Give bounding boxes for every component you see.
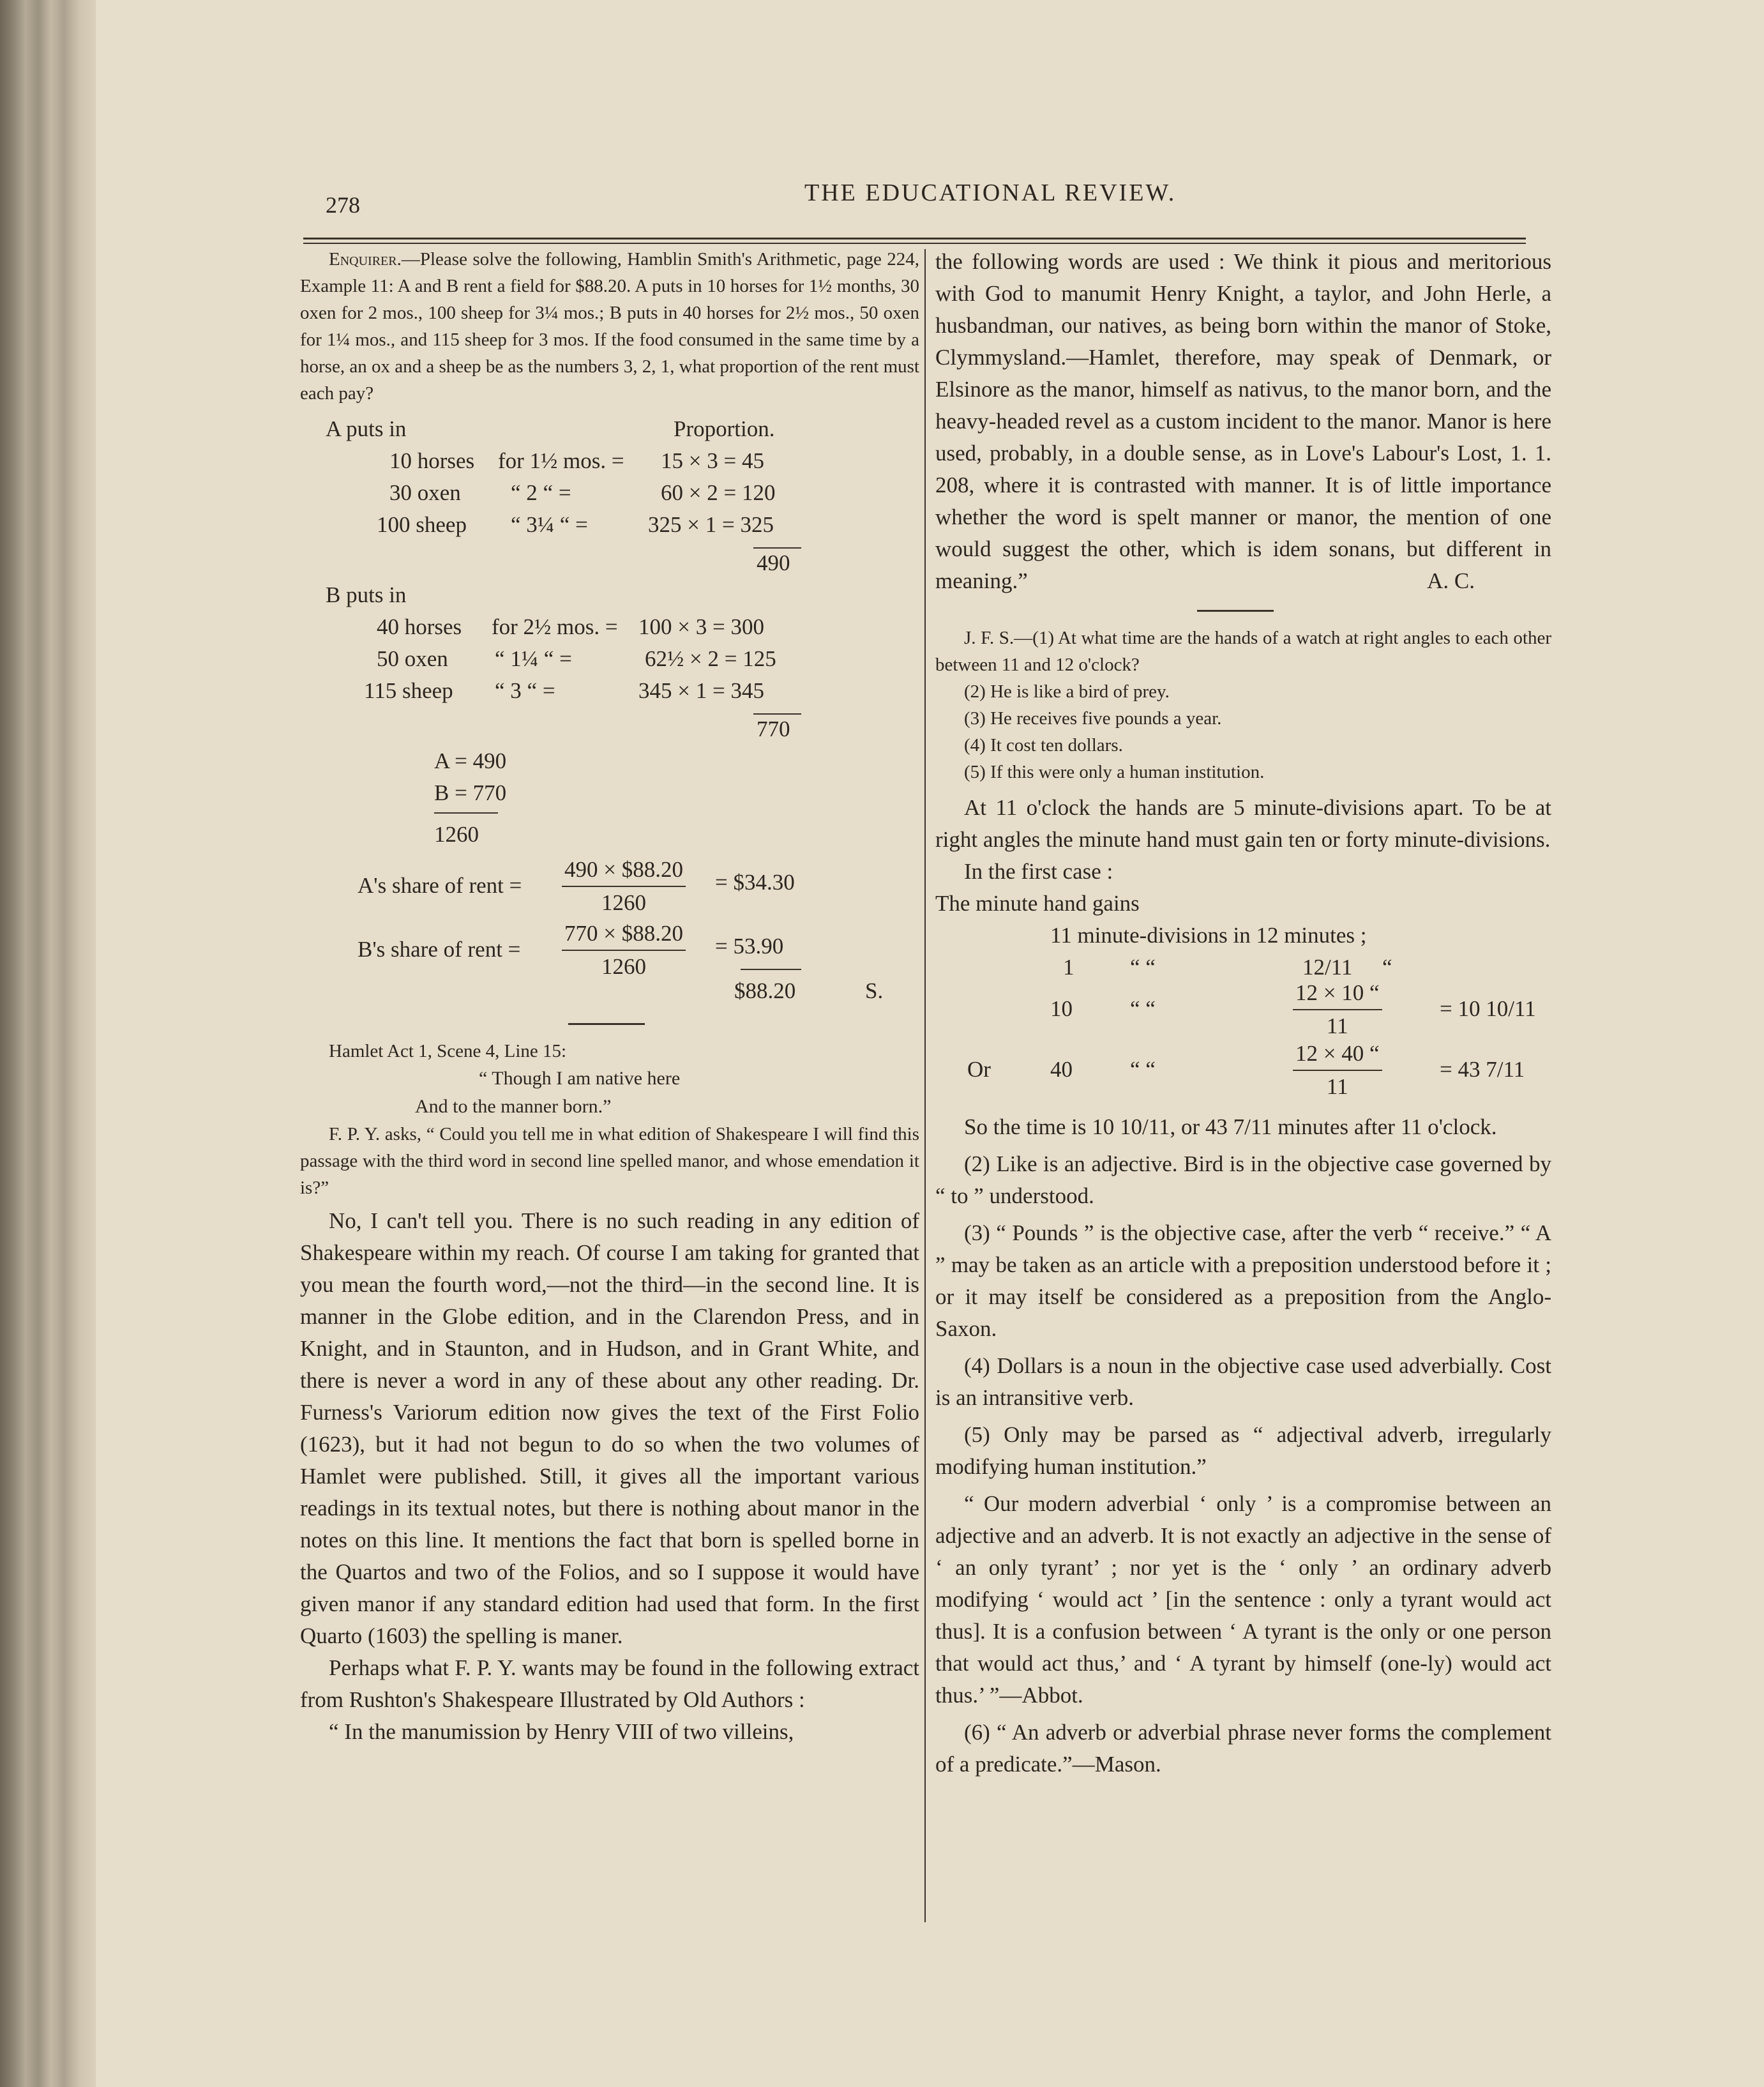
page-number: 278: [326, 192, 360, 218]
jfs-question-5: (5) If this were only a human institution.: [964, 762, 1265, 782]
left-column: [300, 246, 919, 1748]
ab-sum: A = 490 B = 770 1260: [434, 748, 507, 847]
answer-5: (5) Only may be parsed as “ adjectival adverb, irregularly modifying human institution.”: [935, 1422, 1551, 1479]
minute-table: 11 minute-divisions in 12 minutes ; 1 “ “ 12/11 “ 10 “ “ $\frac{12 \times 10 “}{11}$ = 10 10/11 Or 40 “ “ $\frac{12 \times 40 “}{11}$ = 43 7/11: [967, 923, 1536, 1099]
verse-line-2: And to the manner born.”: [415, 1096, 612, 1117]
b-total: 770: [757, 717, 790, 741]
b-share: B's share of rent = $\frac{770 \times \$88.20}{1260}$ = 53.90: [300, 918, 919, 975]
page-title: THE EDUCATIONAL REVIEW.: [804, 179, 1177, 206]
first-case: In the first case :: [964, 859, 1113, 884]
answer-3: (3) “ Pounds ” is the objective case, after the verb “ receive.” “ A ” may be taken as an article with a preposition understood before it ; or it may itself be considered as a preposition from the Anglo-Saxon.: [935, 1220, 1551, 1341]
answer-5-quote: “ Our modern adverbial ‘ only ’ is a compromise between an adjective and an adverb. It is not exactly an adjective in the sense of ‘ an only tyrant’ ; nor yet is the ‘ only ’ an ordinary adverb modifying ‘ would act ’ [in the sentence : only a tyrant would act thus]. It is a confusion between ‘ A tyrant is the only or one person that would act thus,’ and ‘ A tyrant by himself (one-ly) would act thus.’ ”—Abbot.: [935, 1491, 1551, 1708]
jfs-question-1: J. F. S.—(1) At what time are the hands of a watch at right angles to each other between 11 and 12 o'clock?: [935, 628, 1551, 675]
column-divider: [924, 249, 926, 1922]
fpy-question: F. P. Y. asks, “ Could you tell me in what edition of Shakespeare I will find this passage with the third word in second line spelled manor, and whose emendation it is?”: [300, 1124, 919, 1198]
hamlet-ref: Hamlet Act 1, Scene 4, Line 15:: [329, 1041, 567, 1061]
answer-1: At 11 o'clock the hands are 5 minute-divisions apart. To be at right angles the minute hand must gain ten or forty minute-divisions.: [935, 795, 1551, 852]
reply-paragraph-1: No, I can't tell you. There is no such reading in any edition of Shakespeare within my reach. Of course I am taking for granted that you mean the fourth word,—not the third—in the second line. It is manner in the Globe edition, and in the Clarendon Press, and in Knight, and in Staunton, and in Hudson, and in Grant White, and there is never a word in any of these about any other reading. Dr. Furness's Variorum edition now gives the text of the First Folio (1623), but it had not begun to do so when the two volumes of Hamlet were published. Still, it gives all the important various readings in its textual notes, but there is nothing about manor in the notes on this line. It mentions the fact that born is spelled borne in the Quartos and two of the Folios, and so I suppose it would have given manor if any standard edition had used that form. In the first Quarto (1603) the spelling is maner.: [300, 1208, 919, 1648]
jfs-question-2: (2) He is like a bird of prey.: [964, 681, 1170, 702]
a-total: 490: [757, 550, 790, 575]
enquirer-question: Enquirer.—Please solve the following, Hamblin Smith's Arithmetic, page 224, Example 11: A and B rent a field for $88.20. A puts in 10 horses for 1½ months, 30 oxen for 2 mos., 100 sheep for 3¼ mos.; B puts in 40 horses for 2½ mos., 50 oxen for 1¼ mos., and 115 sheep for 3 mos. If the food consumed in the same time by a horse, an ox and a sheep be as the numbers 3, 2, 1, what proportion of the rent must each pay?: [300, 249, 919, 404]
header-rule: [303, 238, 1526, 239]
signature-ac: A. C.: [1427, 568, 1475, 593]
reply-paragraph-3: “ In the manumission by Henry VIII of two villeins,: [329, 1719, 794, 1744]
answer-4: (4) Dollars is a noun in the objective case used adverbially. Cost is an intransitive verb.: [935, 1353, 1551, 1410]
reply-paragraph-2: Perhaps what F. P. Y. wants may be found in the following extract from Rushton's Shakespeare Illustrated by Old Authors :: [300, 1655, 919, 1712]
minute-gains: The minute hand gains: [935, 891, 1140, 916]
answer-6: (6) “ An adverb or adverbial phrase never forms the complement of a predicate.”—Mason.: [935, 1720, 1551, 1777]
divider: [568, 1023, 645, 1025]
b-computation: B puts in 40 horses for 2½ mos. = 100 × 3 = 300 50 oxen “ 1¼ “ = 62½ × 2 = 125 115 sheep “ 3 “ = 345 × 1 = 345 770: [300, 579, 919, 745]
right-column: [935, 246, 1551, 1780]
jfs-question-3: (3) He receives five pounds a year.: [964, 708, 1222, 729]
a-computation: A puts in Proportion. 10 horses for 1½ mos. = 15 × 3 = 45 30 oxen “ 2 “ = 60 × 2 = 120 100 sheep “ 3¼ “ = 325 × 1 = 325 490: [300, 413, 919, 579]
header-rule-second: [303, 243, 1526, 244]
so-time: So the time is 10 10/11, or 43 7/11 minutes after 11 o'clock.: [964, 1114, 1497, 1139]
divider: [1197, 610, 1274, 612]
a-share: A's share of rent = $\frac{490 \times \$88.20}{1260}$ = $34.30: [300, 854, 919, 918]
extract-continuation: the following words are used : We think it pious and meritorious with God to manumit Henry Knight, a taylor, and John Herle, a husbandman, our natives, as being born within the manor of Stoke, Clymmysland.—Hamlet, therefore, may speak of Denmark, or Elsinore as the manor, himself as nativus, to the manor born, and the heavy-headed revel as a custom incident to the manor. Manor is here used, probably, in a double sense, as in Love's Labour's Lost, 1. 1. 208, where it is contrasted with manner. It is of little importance whether the word is spelt manner or manor, the mention of one would suggest the other, which is idem sonans, but different in meaning.”: [935, 249, 1551, 593]
share-total: $88.20 S.: [734, 978, 884, 1003]
verse-line-1: “ Though I am native here: [479, 1068, 681, 1089]
jfs-question-4: (4) It cost ten dollars.: [964, 735, 1123, 755]
answer-2: (2) Like is an adjective. Bird is in the objective case governed by “ to ” understood.: [935, 1151, 1551, 1208]
book-spine-edge: [0, 0, 96, 2087]
